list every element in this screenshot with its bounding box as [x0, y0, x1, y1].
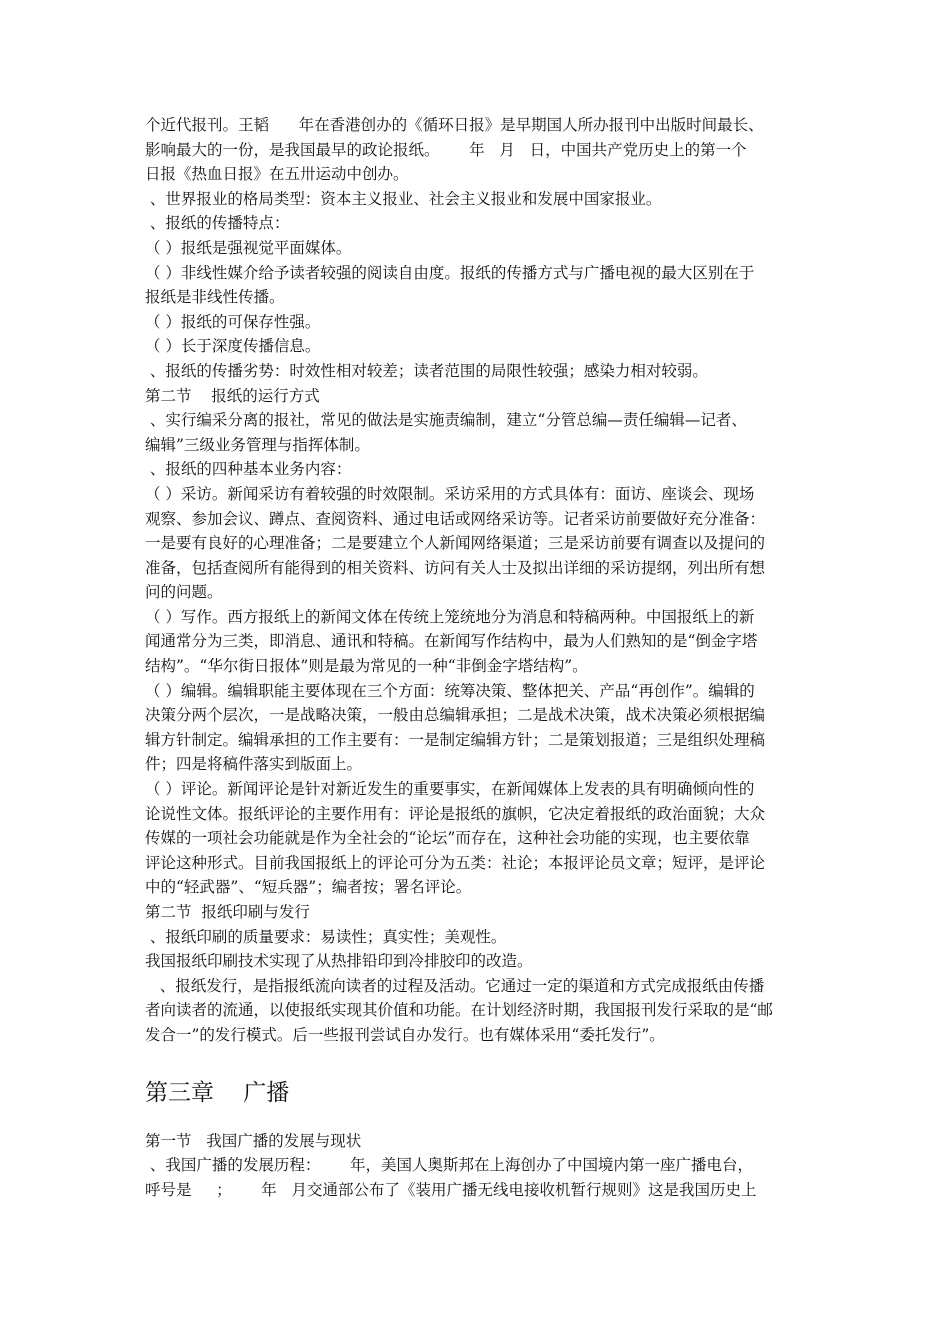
text-line: （ ）长于深度传播信息。: [145, 337, 321, 356]
text-line: （ ）写作。西方报纸上的新闻文体在传统上笼统地分为消息和特稿两种。中国报纸上的新: [145, 607, 755, 626]
text-line: 、世界报业的格局类型：资本主义报业、社会主义报业和发展中国家报业。: [145, 189, 662, 208]
text-line: 问的问题。: [145, 583, 223, 602]
text-line: 一是要有良好的心理准备；二是要建立个人新闻网络渠道；三是采访前要有调查以及提问的: [145, 534, 766, 553]
text-line: 、报纸发行，是指报纸流向读者的过程及活动。它通过一定的渠道和方式完成报纸由传播: [145, 976, 765, 995]
text-line: 、我国广播的发展历程： 年，美国人奥斯邦在上海创办了中国境内第一座广播电台，: [145, 1156, 753, 1175]
text-line: 、报纸的传播劣势：时效性相对较差；读者范围的局限性较强；感染力相对较弱。: [145, 361, 708, 380]
text-line: 个近代报刊。王韬 年在香港创办的《循环日报》是早期国人所办报刊中出版时间最长、: [145, 116, 764, 134]
text-line: 、报纸的传播特点：: [145, 214, 290, 233]
text-line: 、报纸的四种基本业务内容：: [145, 460, 352, 479]
text-line: 编辑”三级业务管理与指挥体制。: [145, 435, 370, 454]
text-line: 论说性文体。报纸评论的主要作用有：评论是报纸的旗帜，它决定着报纸的政治面貌；大众: [145, 804, 766, 823]
text-line: 我国报纸印刷技术实现了从热排铅印到冷排胶印的改造。: [145, 952, 533, 971]
text-line: （ ）报纸是强视觉平面媒体。: [145, 238, 352, 257]
text-line: 中的“轻武器”、“短兵器”；编者按；署名评论。: [145, 878, 472, 897]
text-line: 报纸是非线性传播。: [145, 288, 285, 307]
text-line: 辑方针制定。编辑承担的工作主要有：一是制定编辑方针；二是策划报道；三是组织处理稿: [145, 730, 766, 749]
text-line: 呼号是 ； 年 月交通部公布了《装用广播无线电接收机暂行规则》这是我国历史上: [145, 1180, 757, 1199]
text-line: 观察、参加会议、蹲点、查阅资料、通过电话或网络采访等。记者采访前要做好充分准备：: [145, 509, 766, 528]
text-line: 闻通常分为三类，即消息、通讯和特稿。在新闻写作结构中，最为人们熟知的是“倒金字塔: [145, 632, 758, 651]
section-broadcast-text: [145, 1129, 813, 1203]
text-line: 准备，包括查阅所有能得到的相关资料、访问有关人士及拟出详细的采访提纲，列出所有想: [145, 558, 766, 577]
text-line: 决策分两个层次，一是战略决策，一般由总编辑承担；二是战术决策，战术决策必须根据编: [145, 706, 766, 725]
text-line: 第二节 报纸的运行方式: [145, 386, 320, 405]
text-line: 传媒的一项社会功能就是作为全社会的“论坛”而存在，这种社会功能的实现，也主要依靠: [145, 829, 750, 848]
text-line: 第一节 我国广播的发展与现状: [145, 1131, 362, 1150]
text-line: 影响最大的一份，是我国最早的政论报纸。 年 月 日，中国共产党历史上的第一个: [145, 140, 747, 159]
text-line: （ ）报纸的可保存性强。: [145, 312, 321, 331]
text-line: （ ）评论。新闻评论是针对新近发生的重要事实，在新闻媒体上发表的具有明确倾向性的: [145, 780, 755, 799]
text-line: （ ）非线性媒介给予读者较强的阅读自由度。报纸的传播方式与广播电视的最大区别在于: [145, 263, 755, 282]
text-line: 、实行编采分离的报社，常见的做法是实施责编制，建立“分管总编—责任编辑—记者、: [145, 411, 747, 430]
text-line: 结构”。“华尔街日报体”则是最为常见的一种“非倒金字塔结构”。: [145, 657, 588, 676]
chapter-title: 第三章 广播: [145, 1079, 290, 1106]
text-line: 发合一”的发行模式。后一些报刊尝试自办发行。也有媒体采用“委托发行”。: [145, 1025, 665, 1044]
text-line: （ ）采访。新闻采访有着较强的时效限制。采访采用的方式具体有：面访、座谈会、现场: [145, 484, 755, 503]
text-line: 者向读者的流通，以使报纸实现其价值和功能。在计划经济时期，我国报刊发行采取的是“邮: [145, 1001, 773, 1020]
text-line: （ ）编辑。编辑职能主要体现在三个方面：统筹决策、整体把关、产品“再创作”。编辑的: [145, 681, 755, 700]
text-line: 日报《热血日报》在五卅运动中创办。: [145, 165, 409, 184]
text-line: 第二节 报纸印刷与发行: [145, 903, 310, 921]
document-body: [145, 113, 813, 1202]
text-line: 件；四是将稿件落实到版面上。: [145, 755, 363, 774]
text-line: 、报纸印刷的质量要求：易读性；真实性；美观性。: [145, 927, 507, 946]
section-newspaper-text: [145, 113, 813, 1048]
text-line: 评论这种形式。目前我国报纸上的评论可分为五类：社论；本报评论员文章；短评，是评论: [145, 853, 766, 872]
